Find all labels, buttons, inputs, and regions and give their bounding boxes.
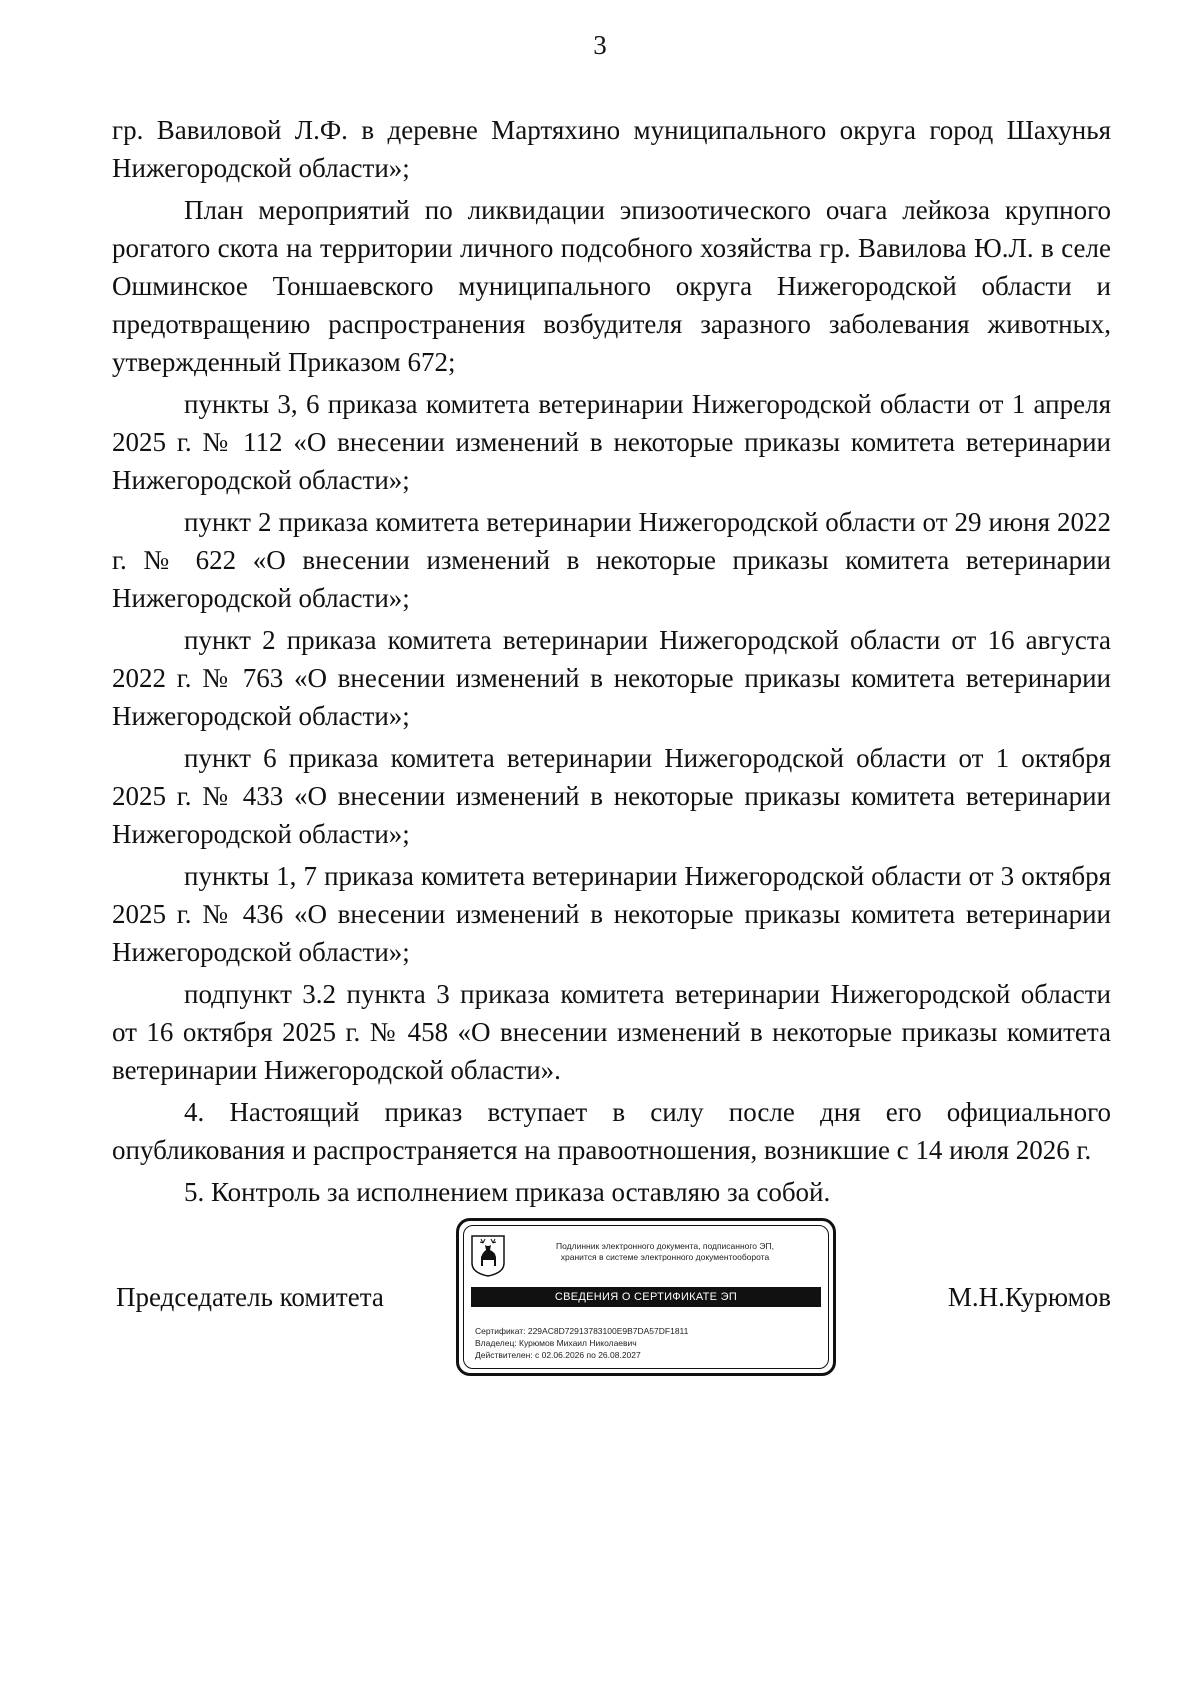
paragraph-order-112: пункты 3, 6 приказа комитета ветеринарии Нижегородской области от 1 апреля 2025 г. № 112 «О внесении изменений в некоторые приказы комитета ветеринарии Нижегородской области»; bbox=[112, 389, 1111, 495]
stamp-note-line1: Подлинник электронного документа, подписанного ЭП, bbox=[556, 1241, 774, 1251]
certificate-validity: Действителен: с 02.06.2026 по 26.08.2027 bbox=[475, 1350, 641, 1360]
paragraph-plan: План мероприятий по ликвидации эпизоотического очага лейкоза крупного рогатого скота на территории личного подсобного хозяйства гр. Вавилова Ю.Л. в селе Ошминское Тоншаевского муниципального округа Нижегородской области и предотвращению распространения возбудителя заразного заболевания животных, утвержденный Приказом 672; bbox=[112, 195, 1111, 377]
paragraph-continuation: гр. Вавиловой Л.Ф. в деревне Мартяхино муниципального округа город Шахунья Нижегородской области»; bbox=[112, 115, 1111, 183]
paragraph-order-433: пункт 6 приказа комитета ветеринарии Нижегородской области от 1 октября 2025 г. № 433 «О внесении изменений в некоторые приказы комитета ветеринарии Нижегородской области»; bbox=[112, 743, 1111, 849]
page-number: 3 bbox=[593, 30, 607, 60]
paragraph-order-458: подпункт 3.2 пункта 3 приказа комитета ветеринарии Нижегородской области от 16 октября 2025 г. № 458 «О внесении изменений в некоторые приказы комитета ветеринарии Нижегородской области». bbox=[112, 979, 1111, 1085]
stamp-note-line2: хранится в системе электронного документооборота bbox=[560, 1252, 770, 1262]
paragraph-item-5: 5. Контроль за исполнением приказа оставляю за собой. bbox=[184, 1177, 831, 1207]
deer-emblem-icon bbox=[471, 1235, 505, 1277]
paragraph-item-4: 4. Настоящий приказ вступает в силу после дня его официального опубликования и распространяется на правоотношения, возникшие с 14 июля 2026 г. bbox=[112, 1097, 1111, 1165]
stamp-details bbox=[475, 1325, 688, 1361]
stamp-header: СВЕДЕНИЯ О СЕРТИФИКАТЕ ЭП bbox=[471, 1287, 821, 1307]
paragraph-order-436: пункты 1, 7 приказа комитета ветеринарии Нижегородской области от 3 октября 2025 г. № 436 «О внесении изменений в некоторые приказы комитета ветеринарии Нижегородской области»; bbox=[112, 861, 1111, 967]
document-body bbox=[112, 111, 1111, 1211]
paragraph-order-763: пункт 2 приказа комитета ветеринарии Нижегородской области от 16 августа 2022 г. № 763 «О внесении изменений в некоторые приказы комитета ветеринарии Нижегородской области»; bbox=[112, 625, 1111, 731]
certificate-number: Сертификат: 229AC8D7291378310​0E9B7DA57DF1811 bbox=[475, 1326, 689, 1336]
signer-name: М.Н.Курюмов bbox=[947, 1282, 1111, 1312]
signature-block bbox=[112, 1218, 1111, 1378]
electronic-signature-stamp bbox=[456, 1218, 836, 1376]
paragraph-order-622: пункт 2 приказа комитета ветеринарии Нижегородской области от 29 июня 2022 г. № 622 «О внесении изменений в некоторые приказы комитета ветеринарии Нижегородской области»; bbox=[112, 507, 1111, 613]
stamp-note bbox=[515, 1241, 815, 1263]
certificate-owner: Владелец: Курюмов Михаил Николаевич bbox=[475, 1338, 637, 1348]
signer-position: Председатель комитета bbox=[116, 1282, 384, 1312]
